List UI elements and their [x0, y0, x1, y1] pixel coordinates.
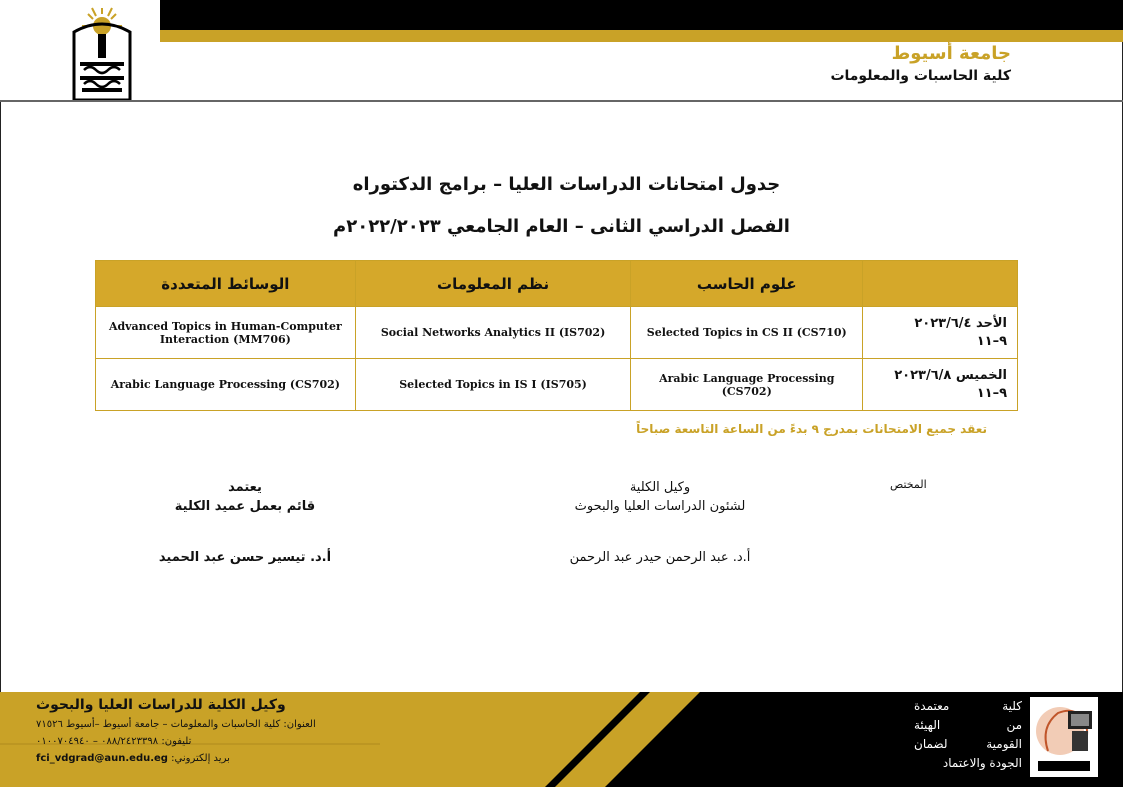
is-course-cell: Selected Topics in IS I (IS705) — [355, 359, 631, 411]
footer-email-line — [36, 753, 230, 764]
vice-dean-title: وكيل الكلية — [629, 480, 691, 495]
acc-word: لضمان — [914, 737, 948, 751]
faculty-logo — [1030, 697, 1098, 777]
footer-title: وكيل الكلية للدراسات العليا والبحوث — [36, 697, 286, 713]
dean-title: قائم بعمل عميد الكلية — [174, 499, 316, 514]
footer-phone: تليفون: ٠٨٨/٢٤٢٣٣٩٨ – ٠١٠٠٧٠٤٩٤٠ — [36, 736, 192, 747]
document-title: جدول امتحانات الدراسات العليا – برامج الدكتوراه — [352, 174, 781, 195]
dean-name: أ.د. تيسير حسن عبد الحميد — [158, 550, 332, 565]
is-course-cell: Social Networks Analytics II (IS702) — [355, 307, 631, 359]
header-rule — [0, 100, 1123, 102]
acc-word: الهيئة — [914, 718, 941, 732]
footer-email[interactable]: fci_vdgrad@aun.edu.eg — [36, 753, 168, 764]
university-logo — [62, 4, 142, 100]
exam-note: تعقد جميع الامتحانات بمدرج ٩ بدءً من الساعة التاسعة صباحاً — [636, 422, 987, 436]
university-name: جامعة أسيوط — [891, 43, 1011, 64]
footer-address: العنوان: كلية الحاسبات والمعلومات – جامعة أسيوط –أسيوط ٧١٥٢٦ — [36, 719, 316, 730]
faculty-name: كلية الحاسبات والمعلومات — [830, 68, 1011, 84]
table-row — [96, 307, 1018, 359]
table-header-is: نظم المعلومات — [355, 261, 631, 307]
vice-dean-name: أ.د. عبد الرحمن حيدر عبد الرحمن — [569, 550, 751, 565]
cs-course-cell: Arabic Language Processing (CS702) — [631, 359, 863, 411]
cs-course-cell: Selected Topics in CS II (CS710) — [631, 307, 863, 359]
day-time: ٩–١١ — [976, 385, 1007, 401]
table-row — [96, 359, 1018, 411]
exam-schedule-table — [95, 260, 1018, 411]
header-gold-band — [0, 30, 1123, 42]
vice-dean-subtitle: لشئون الدراسات العليا والبحوث — [574, 499, 746, 514]
acc-word: الجودة والاعتماد — [942, 756, 1022, 770]
mm-course-cell: Advanced Topics in Human-Computer Interaction (MM706) — [96, 307, 356, 359]
day-date: الخميس ٢٠٢٣/٦/٨ — [894, 367, 1007, 383]
document-subtitle: الفصل الدراسي الثانى – العام الجامعي ٢٠٢٢/٢٠٢٣م — [333, 216, 790, 237]
table-header-mm: الوسائط المتعددة — [96, 261, 356, 307]
approve-label: يعتمد — [228, 480, 262, 495]
day-cell — [863, 359, 1018, 411]
specialist-label: المختص — [890, 478, 927, 491]
table-header-row — [96, 261, 1018, 307]
acc-word: القومية — [986, 737, 1022, 751]
dean-block — [120, 480, 370, 565]
acc-word: معتمدة — [914, 699, 950, 713]
day-time: ٩–١١ — [976, 333, 1007, 349]
footer-email-label: بريد إلكتروني: — [171, 753, 230, 764]
mm-course-cell: Arabic Language Processing (CS702) — [96, 359, 356, 411]
accreditation-text — [914, 697, 1022, 773]
header-black-band — [0, 0, 1123, 30]
acc-word: كلية — [1002, 699, 1022, 713]
day-cell — [863, 307, 1018, 359]
day-date: الأحد ٢٠٢٣/٦/٤ — [914, 315, 1007, 331]
acc-word: من — [1006, 718, 1022, 732]
vice-dean-block — [520, 480, 800, 565]
table-header-cs: علوم الحاسب — [631, 261, 863, 307]
table-header-day — [863, 261, 1018, 307]
